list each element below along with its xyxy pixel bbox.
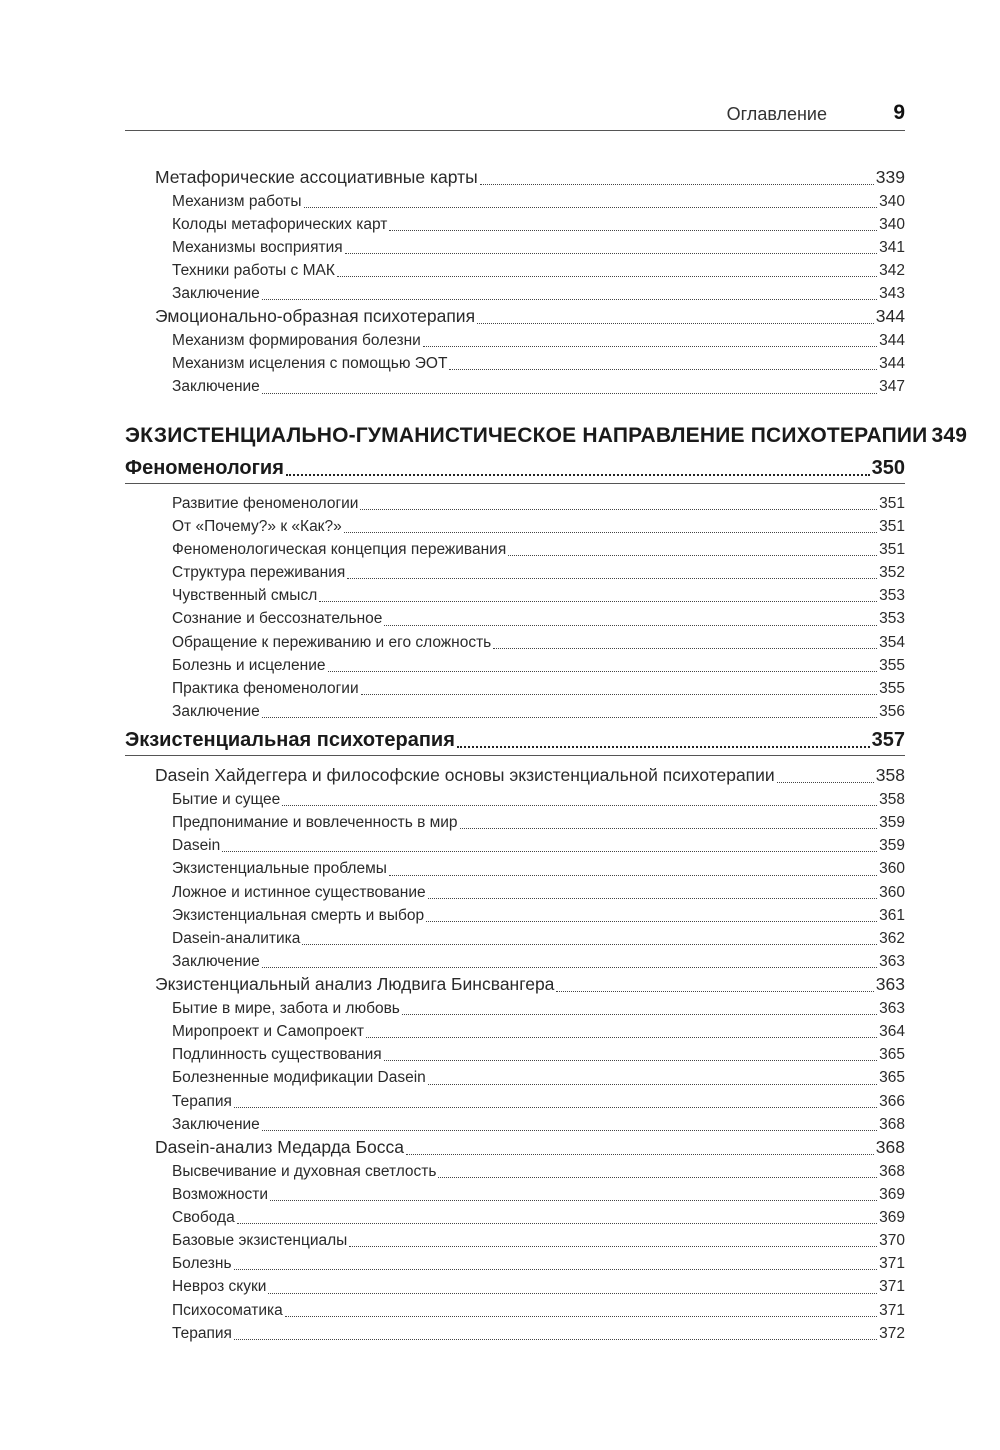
- toc-subsection-entry[interactable]: [125, 282, 905, 305]
- toc-entry-page: 355: [879, 656, 905, 674]
- toc-entry-label: Колоды метафорических карт: [172, 215, 388, 233]
- dot-leader: [438, 1176, 877, 1178]
- toc-entry-label: Dasein: [172, 837, 221, 855]
- running-header-title: Оглавление: [726, 104, 827, 124]
- dot-leader: [282, 804, 877, 806]
- dot-leader: [389, 229, 877, 231]
- toc-subsection-entry[interactable]: [125, 857, 905, 880]
- toc-entry-page: 340: [879, 215, 905, 233]
- toc-entry-page: 364: [879, 1023, 905, 1041]
- toc-entry-label: Бытие в мире, забота и любовь: [172, 999, 400, 1017]
- toc-entry-page: 351: [879, 517, 905, 535]
- dot-leader: [460, 827, 878, 829]
- toc-subsection-entry[interactable]: [125, 1206, 905, 1229]
- toc-section-entry[interactable]: [125, 973, 905, 997]
- toc-subsection-entry[interactable]: [125, 1160, 905, 1183]
- toc-entry-label: Болезненные модификации Dasein: [172, 1069, 426, 1087]
- toc-entry-label: Механизм исцеления с помощью ЭОТ: [172, 355, 448, 373]
- toc-subsection-entry[interactable]: [125, 1020, 905, 1043]
- toc-entry-page: 351: [879, 540, 905, 558]
- toc-section-entry[interactable]: [125, 1136, 905, 1160]
- toc-entry-page: 342: [879, 262, 905, 280]
- dot-leader: [328, 670, 878, 672]
- toc-subsection-entry[interactable]: [125, 654, 905, 677]
- toc-subsection-entry[interactable]: [125, 1066, 905, 1089]
- toc-subsection-entry[interactable]: [125, 1229, 905, 1252]
- dot-leader: [428, 1083, 877, 1085]
- toc-entry-page: 371: [879, 1278, 905, 1296]
- toc-section-entry[interactable]: [125, 305, 905, 329]
- toc-entry-page: 359: [879, 814, 905, 832]
- toc-entry-label: Техники работы с МАК: [172, 262, 335, 280]
- toc-entry-page: 372: [879, 1324, 905, 1342]
- dot-leader: [262, 298, 877, 300]
- toc-entry-page: 349: [931, 423, 968, 447]
- toc-subsection-entry[interactable]: [125, 607, 905, 630]
- dot-leader: [449, 368, 877, 370]
- toc-subsection-entry[interactable]: [125, 788, 905, 811]
- dot-leader: [344, 531, 877, 533]
- toc-entry-label: Экзистенциальные проблемы: [172, 860, 387, 878]
- toc-entry-page: 370: [879, 1232, 905, 1250]
- toc-part-entry[interactable]: [125, 419, 968, 453]
- toc-entry-label: Базовые экзистенциалы: [172, 1232, 348, 1250]
- toc-entry-label: Эмоционально-образная психотерапия: [155, 306, 476, 327]
- toc-chapter-entry[interactable]: [125, 725, 905, 756]
- toc-entry-label: Dasein Хайдеггера и философские основы экзистенциальной психотерапии: [155, 765, 775, 786]
- dot-leader: [262, 966, 877, 968]
- toc-entry-page: 365: [879, 1069, 905, 1087]
- toc-subsection-entry[interactable]: [125, 1252, 905, 1275]
- toc-subsection-entry[interactable]: [125, 950, 905, 973]
- toc-entry-label: Dasein-анализ Медарда Босса: [155, 1137, 404, 1157]
- toc-entry-page: 366: [879, 1092, 905, 1110]
- toc-subsection-entry[interactable]: [125, 538, 905, 561]
- toc-entry-label: Метафорические ассоциативные карты: [155, 167, 478, 187]
- toc-subsection-entry[interactable]: [125, 1113, 905, 1136]
- toc-entry-page: 363: [875, 974, 905, 995]
- dot-leader: [345, 252, 877, 254]
- dot-leader: [480, 183, 874, 185]
- toc-entry-page: 369: [879, 1208, 905, 1226]
- toc-entry-label: Практика феноменологии: [172, 680, 359, 697]
- toc-entry-label: Терапия: [172, 1324, 232, 1342]
- toc-entry-page: 358: [879, 790, 905, 808]
- toc-subsection-entry[interactable]: [125, 677, 905, 700]
- toc-subsection-entry[interactable]: [125, 584, 905, 607]
- toc-entry-page: 353: [879, 610, 905, 628]
- toc-subsection-entry[interactable]: [125, 811, 905, 834]
- toc-entry-label: Обращение к переживанию и его сложность: [172, 633, 492, 651]
- toc-entry-page: 355: [879, 680, 905, 697]
- toc-entry-label: Экзистенциальная психотерапия: [125, 729, 455, 752]
- toc-entry-label: Заключение: [172, 285, 260, 303]
- toc-entry-page: 340: [879, 192, 905, 210]
- toc-subsection-entry[interactable]: [125, 375, 905, 398]
- toc-entry-label: Заключение: [172, 703, 260, 721]
- dot-leader: [337, 275, 877, 277]
- dot-leader: [406, 1153, 874, 1155]
- dot-leader: [423, 345, 877, 347]
- toc-entry-page: 368: [879, 1115, 905, 1133]
- toc-subsection-entry[interactable]: [125, 1275, 905, 1298]
- dot-leader: [384, 1059, 877, 1061]
- toc-entry-label: Экзистенциальный анализ Людвига Бинсвангера: [155, 974, 555, 995]
- toc-entry-label: Dasein-аналитика: [172, 930, 301, 947]
- toc-subsection-entry[interactable]: [125, 904, 905, 927]
- toc-subsection-entry[interactable]: [125, 631, 905, 654]
- toc-chapter-entry[interactable]: [125, 453, 905, 484]
- toc-subsection-entry[interactable]: [125, 881, 905, 904]
- toc-entry-page: 361: [879, 906, 905, 924]
- toc-entry-label: Механизм работы: [172, 192, 302, 210]
- toc-subsection-entry[interactable]: [125, 259, 905, 282]
- toc-entry-page: 351: [879, 494, 905, 512]
- toc-entry-page: 358: [875, 765, 905, 786]
- toc-subsection-entry[interactable]: [125, 190, 905, 213]
- dot-leader: [402, 1013, 877, 1015]
- toc-entry-page: 352: [879, 564, 905, 582]
- toc-entry-label: Феноменология: [125, 456, 284, 479]
- toc-entry-label: Психосоматика: [172, 1301, 283, 1319]
- toc-subsection-entry[interactable]: [125, 997, 905, 1020]
- dot-leader: [389, 874, 877, 876]
- dot-leader: [285, 1315, 877, 1317]
- running-header: [125, 100, 905, 131]
- toc-entry-label: Подлинность существования: [172, 1046, 382, 1064]
- dot-leader: [366, 1036, 877, 1038]
- dot-leader: [347, 577, 877, 579]
- toc-entry-label: Болезнь: [172, 1255, 232, 1273]
- toc-entry-page: 354: [879, 633, 905, 651]
- toc-subsection-entry[interactable]: [125, 1299, 905, 1322]
- toc-entry-label: Заключение: [172, 953, 260, 971]
- toc-subsection-entry[interactable]: [125, 515, 905, 538]
- toc-subsection-entry[interactable]: [125, 492, 905, 515]
- toc-entry-label: Ложное и истинное существование: [172, 883, 426, 901]
- toc-entry-page: 356: [879, 703, 905, 721]
- toc-entry-label: Свобода: [172, 1208, 235, 1226]
- toc-entry-page: 371: [879, 1301, 905, 1319]
- toc-entry-page: 362: [879, 930, 905, 947]
- dot-leader: [428, 897, 877, 899]
- toc-entry-label: Развитие феноменологии: [172, 494, 359, 512]
- toc-entry-page: 369: [879, 1185, 905, 1203]
- dot-leader: [493, 647, 877, 649]
- toc-entry-label: Структура переживания: [172, 564, 346, 582]
- toc-entry-label: ЭКЗИСТЕНЦИАЛЬНО-ГУМАНИСТИЧЕСКОЕ НАПРАВЛЕНИЕ ПСИХОТЕРАПИИ: [125, 423, 928, 447]
- toc-section-entry[interactable]: [125, 166, 905, 190]
- dot-leader: [508, 554, 877, 556]
- toc-entry-page: 360: [879, 883, 905, 901]
- toc-entry-label: Заключение: [172, 378, 260, 396]
- toc-subsection-entry[interactable]: [125, 352, 905, 375]
- toc-subsection-entry[interactable]: [125, 1322, 905, 1345]
- toc-entry-page: 368: [875, 1137, 905, 1157]
- toc-subsection-entry[interactable]: [125, 1043, 905, 1066]
- toc-entry-label: Высвечивание и духовная светлость: [172, 1162, 437, 1180]
- toc-entry-label: Бытие и сущее: [172, 790, 281, 808]
- dot-leader: [304, 206, 878, 208]
- toc-entry-label: Миропроект и Самопроект: [172, 1023, 364, 1041]
- toc-subsection-entry[interactable]: [125, 1090, 905, 1113]
- dot-leader: [262, 716, 877, 718]
- toc-entry-page: 357: [871, 729, 905, 752]
- dot-leader: [556, 990, 873, 992]
- dot-leader: [262, 1129, 877, 1131]
- toc-subsection-entry[interactable]: [125, 329, 905, 352]
- toc-entry-page: 343: [879, 285, 905, 303]
- toc-entry-page: 344: [879, 331, 905, 349]
- dot-leader: [777, 781, 874, 783]
- toc-entry-page: 344: [875, 306, 905, 327]
- dot-leader: [349, 1245, 877, 1247]
- dot-leader: [234, 1268, 878, 1270]
- toc-subsection-entry[interactable]: [125, 927, 905, 950]
- toc-subsection-entry[interactable]: [125, 1183, 905, 1206]
- dot-leader: [384, 624, 877, 626]
- toc-entry-label: Болезнь и исцеление: [172, 656, 326, 674]
- toc-entry-label: Терапия: [172, 1092, 232, 1110]
- toc-subsection-entry[interactable]: [125, 834, 905, 857]
- toc-entry-label: Феноменологическая концепция переживания: [172, 540, 507, 558]
- toc-entry-label: Механизм формирования болезни: [172, 331, 421, 349]
- dot-leader: [237, 1222, 877, 1224]
- dot-leader: [222, 850, 877, 852]
- dot-leader: [262, 392, 877, 394]
- toc-entry-label: Предпонимание и вовлеченность в мир: [172, 814, 458, 832]
- dot-leader: [302, 943, 877, 945]
- toc-subsection-entry[interactable]: [125, 213, 905, 236]
- toc-entry-label: Механизмы восприятия: [172, 238, 343, 256]
- page-number: 9: [893, 101, 905, 124]
- dot-leader: [319, 600, 877, 602]
- toc-entry-label: От «Почему?» к «Как?»: [172, 517, 342, 535]
- toc-entry-label: Невроз скуки: [172, 1278, 267, 1296]
- toc-entry-label: Возможности: [172, 1185, 269, 1203]
- toc-entry-page: 371: [879, 1255, 905, 1273]
- toc-subsection-entry[interactable]: [125, 236, 905, 259]
- dot-leader: [270, 1199, 877, 1201]
- toc-entry-page: 350: [871, 456, 905, 479]
- dot-leader: [234, 1106, 877, 1108]
- toc-entry-page: 360: [879, 860, 905, 878]
- dot-leader: [477, 322, 874, 324]
- dot-leader: [234, 1338, 877, 1340]
- dot-leader: [360, 508, 877, 510]
- toc-entry-page: 359: [879, 837, 905, 855]
- toc-subsection-entry[interactable]: [125, 700, 905, 723]
- dot-leader: [361, 693, 878, 695]
- toc-entry-page: 363: [879, 999, 905, 1017]
- toc-section-entry[interactable]: [125, 764, 905, 788]
- toc-entry-page: 347: [879, 378, 905, 396]
- toc-entry-label: Заключение: [172, 1115, 260, 1133]
- toc-entry-page: 344: [879, 355, 905, 373]
- toc-entry-label: Экзистенциальная смерть и выбор: [172, 906, 425, 924]
- toc-entry-page: 365: [879, 1046, 905, 1064]
- toc-entry-page: 353: [879, 587, 905, 605]
- toc-entry-page: 341: [879, 238, 905, 256]
- toc-entry-page: 363: [879, 953, 905, 971]
- toc-entry-page: 368: [879, 1162, 905, 1180]
- toc-entry-page: 339: [875, 167, 905, 187]
- dot-leader: [286, 473, 870, 476]
- toc-entry-label: Сознание и бессознательное: [172, 610, 383, 628]
- table-of-contents: [125, 166, 968, 1345]
- toc-entry-label: Чувственный смысл: [172, 587, 318, 605]
- dot-leader: [426, 920, 877, 922]
- dot-leader: [268, 1292, 877, 1294]
- dot-leader: [457, 745, 870, 748]
- toc-subsection-entry[interactable]: [125, 561, 905, 584]
